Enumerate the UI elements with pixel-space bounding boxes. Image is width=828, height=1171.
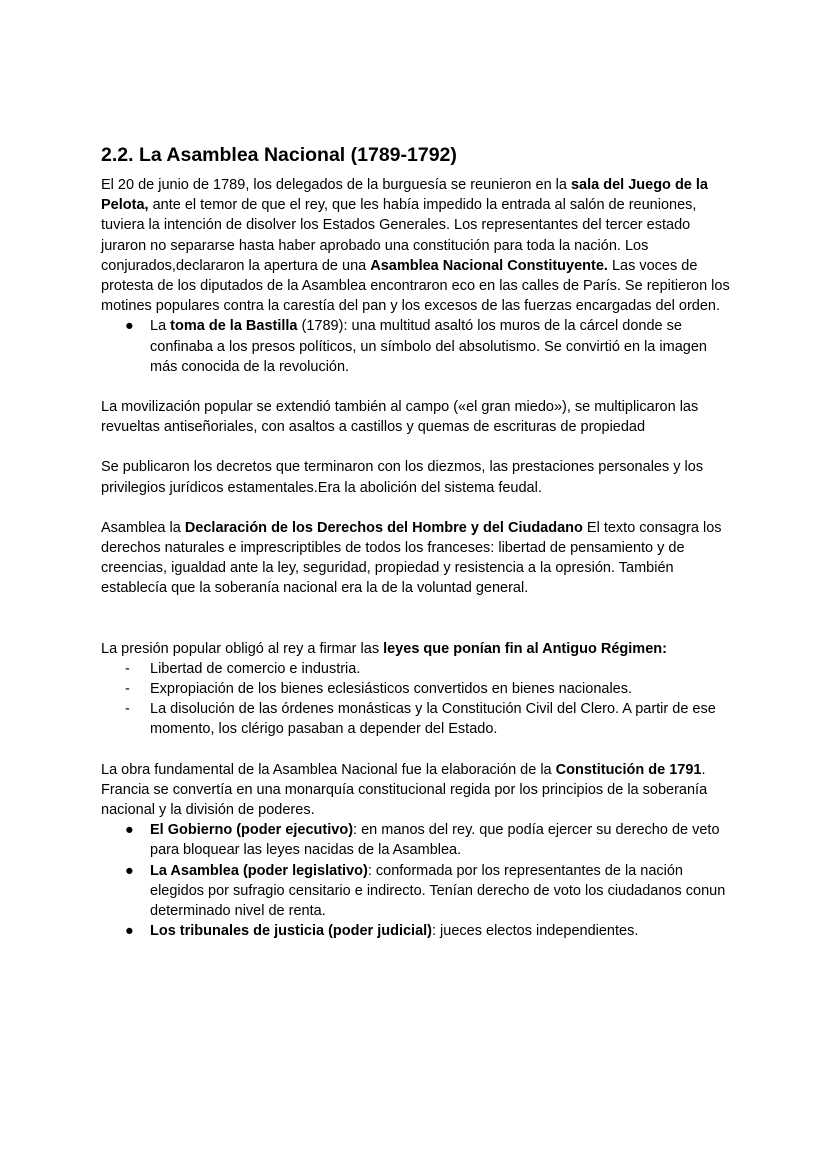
- spacer: [101, 740, 731, 760]
- bullet-marker: ●: [125, 862, 134, 879]
- text-run: El 20 de junio de 1789, los delegados de la burguesía se reunieron en la: [101, 177, 571, 193]
- list-item: [101, 699, 731, 739]
- spacer: [101, 599, 731, 639]
- spacer: [101, 437, 731, 457]
- list-item: [101, 316, 731, 377]
- dash-marker: -: [125, 681, 130, 698]
- paragraph-juego-pelota: [101, 175, 731, 316]
- bullet-list-poderes: [101, 820, 731, 941]
- bullet-marker: ●: [125, 822, 134, 839]
- bold-text: leyes que ponían fin al Antiguo Régimen:: [383, 640, 667, 657]
- bold-text: sala del Juego de la Pelota,: [101, 177, 708, 214]
- text-run: Asamblea la: [101, 519, 185, 536]
- dash-marker: -: [125, 701, 130, 718]
- paragraph-decretos: Se publicaron los decretos que terminaron con los diezmos, las prestaciones personales y los privilegios jurídicos estamentales.Era la abolición del sistema feudal.: [101, 459, 704, 496]
- list-item-text: Expropiación de los bienes eclesiásticos convertidos en bienes nacionales.: [150, 681, 633, 698]
- bold-text: Declaración de los Derechos del Hombre y del Ciudadano: [184, 519, 583, 536]
- dash-list-leyes: [101, 659, 731, 740]
- text-run: El texto consagra los derechos naturales e imprescriptibles de todos los franceses: libertad de pensamiento y de creencias, igualdad ante la ley, seguridad, propiedad y resistencia a la opresión. También establecía que la soberanía nacional era la de la voluntad general.: [101, 519, 722, 597]
- bold-text: Asamblea Nacional Constituyente.: [370, 257, 608, 274]
- text-run: ante el temor de que el rey, que les había impedido la entrada al salón de reuniones, tuviera la intención de disolver los Estados Generales. Los representantes del tercer estado juraron no separarse hasta haber aprobado una constitución para toda la nación. Los conjurados,declararon la apertura de una: [101, 197, 697, 274]
- list-item: [101, 679, 731, 699]
- text-run: : jueces electos independientes.: [432, 923, 639, 940]
- paragraph-declaracion: [101, 518, 731, 599]
- bullet-marker: ●: [125, 923, 134, 940]
- bold-text: Los tribunales de justicia (poder judicial): [150, 923, 432, 940]
- list-item: [101, 659, 731, 679]
- spacer: [101, 377, 731, 397]
- text-run: La presión popular obligó al rey a firmar las: [101, 640, 384, 657]
- dash-marker: -: [125, 660, 130, 677]
- bold-text: El Gobierno (poder ejecutivo): [150, 822, 354, 839]
- text-run: : conformada por los representantes de la nación elegidos por sufragio censitario e indirecto. Tenían derecho de voto los ciudadanos conun determinado nivel de renta.: [150, 862, 726, 920]
- list-item: [101, 861, 731, 922]
- text-run: : en manos del rey. que podía ejercer su derecho de veto para bloquear las leyes nacidas de la Asamblea.: [150, 822, 720, 859]
- list-item-text: Libertad de comercio e industria.: [150, 660, 361, 677]
- spacer: [101, 498, 731, 518]
- list-item: [101, 820, 731, 860]
- section-title: 2.2. La Asamblea Nacional (1789-1792): [101, 144, 457, 166]
- text-run: La: [150, 318, 171, 335]
- bold-text: Constitución de 1791: [555, 761, 702, 778]
- paragraph-presion-popular: [101, 639, 731, 659]
- list-item: [101, 921, 731, 941]
- bold-text: toma de la Bastilla: [170, 318, 298, 335]
- paragraph-gran-miedo: La movilización popular se extendió también al campo («el gran miedo»), se multiplicaron las revueltas antiseñoriales, con asaltos a castillos y quemas de escrituras de propiedad: [101, 399, 699, 436]
- document-page: [101, 143, 731, 942]
- text-run: Las voces de protesta de los diputados de la Asamblea encontraron eco en las calles de París. Se repitieron los motines populares contra la carestía del pan y los excesos de las fuerzas encargadas del orden.: [101, 257, 730, 315]
- text-run: (1789): una multitud asaltó los muros de la cárcel donde se confinaba a los presos políticos, un símbolo del absolutismo. Se convirtió en la imagen más conocida de la revolución.: [150, 318, 707, 375]
- text-run: La obra fundamental de la Asamblea Nacional fue la elaboración de la: [101, 761, 556, 778]
- bold-text: La Asamblea (poder legislativo): [150, 862, 368, 879]
- bullet-marker: ●: [125, 318, 134, 335]
- text-run: . Francia se convertía en una monarquía constitucional regida por los principios de la soberanía nacional y la división de poderes.: [101, 761, 708, 819]
- bullet-list-bastilla: [101, 316, 731, 377]
- paragraph-constitucion: [101, 760, 731, 821]
- list-item-text: La disolución de las órdenes monásticas y la Constitución Civil del Clero. A partir de ese momento, los clérigo pasaban a depender del Estado.: [150, 701, 716, 738]
